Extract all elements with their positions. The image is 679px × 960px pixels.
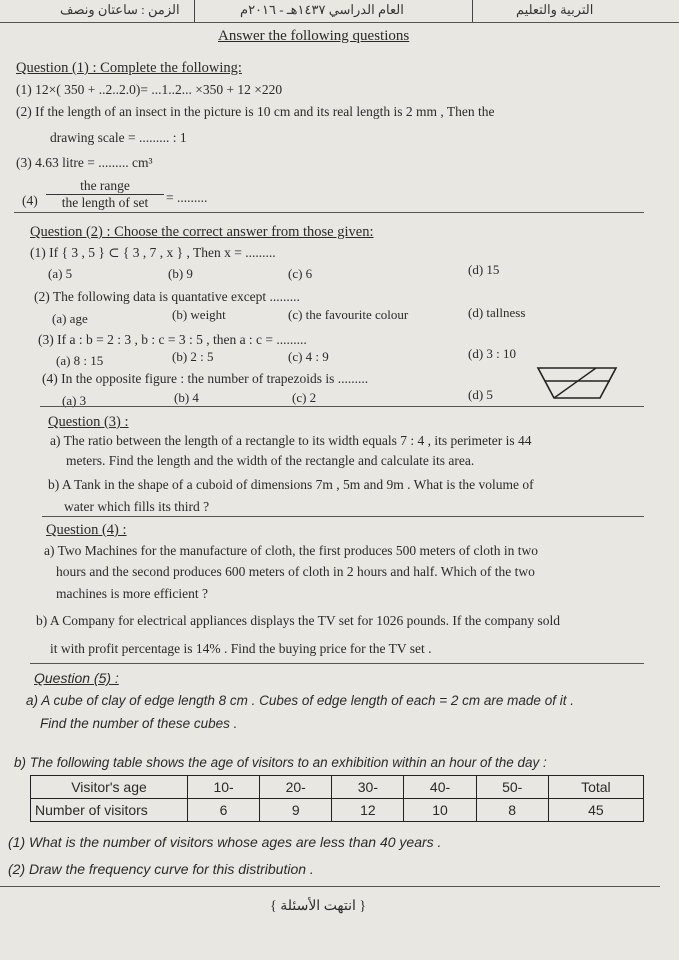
table-cell: 10-	[188, 776, 260, 799]
q1-item2-line1: If the length of an insect in the picture is 10 cm and its real length is 2 mm , Then the	[35, 104, 495, 119]
q4-a-line3: machines is more efficient ?	[56, 586, 208, 601]
q1-item3-number: (3)	[16, 155, 32, 170]
q2-item1-option-a: (a) 5	[48, 266, 73, 281]
q3-b-line1: b) A Tank in the shape of a cuboid of dimensions 7m , 5m and 9m . What is the volume of	[48, 477, 534, 492]
q1-item2-line2: drawing scale = ......... : 1	[50, 130, 187, 145]
q3-rule	[42, 516, 644, 517]
q1-item2	[16, 104, 495, 120]
q5-a-line1: a) A cube of clay of edge length 8 cm . Cubes of edge length of each = 2 cm are made of it .	[26, 693, 574, 708]
q2-item4-option-c: (c) 2	[292, 390, 317, 405]
q2-item2-option-a: (a) age	[52, 311, 88, 326]
table-cell: 10	[404, 799, 476, 822]
table-cell: 50-	[476, 776, 548, 799]
q2-item3-option-a: (a) 8 : 15	[56, 353, 104, 368]
q4-a-line1: a) Two Machines for the manufacture of cloth, the first produces 500 meters of cloth in two	[44, 543, 539, 558]
q4-heading: Question (4) :	[46, 522, 127, 538]
q2-item2-option-d: (d) tallness	[468, 305, 526, 320]
q2-item3-option-b: (b) 2 : 5	[172, 349, 214, 364]
q2-item4-stem: (4) In the opposite figure : the number of trapezoids is .........	[42, 371, 369, 386]
header-ministry: التربية والتعليم	[516, 2, 594, 17]
q1-item3-text: 4.63 litre = ......... cm³	[35, 155, 153, 170]
header-rule	[0, 22, 679, 23]
q4-rule	[30, 663, 644, 664]
q1-item4-numerator: the range	[80, 178, 130, 193]
q1-item4-number: (4)	[22, 193, 38, 208]
q2-item2-stem: (2) The following data is quantative except .........	[34, 289, 300, 304]
visitors-age-table	[30, 775, 644, 822]
table-row	[31, 799, 644, 822]
q3-heading: Question (3) :	[48, 414, 129, 430]
q4-a-line2: hours and the second produces 600 meters of cloth in 2 hours and half. Which of the two	[56, 564, 535, 579]
table-cell: 30-	[332, 776, 404, 799]
table-cell: 6	[188, 799, 260, 822]
table-cell: 9	[260, 799, 332, 822]
q1-item1-number: (1)	[16, 82, 32, 97]
q2-item3-option-d: (d) 3 : 10	[468, 346, 517, 361]
q1-rule	[14, 212, 644, 213]
page-title: Answer the following questions	[218, 28, 410, 44]
end-of-questions: { انتهت الأسئلة }	[270, 899, 367, 914]
q5-rule	[0, 886, 660, 887]
q4-b-line2: it with profit percentage is 14% . Find the buying price for the TV set .	[50, 641, 432, 656]
trapezoid-figure	[536, 364, 620, 402]
q5-a-line2: Find the number of these cubes .	[40, 716, 238, 731]
q1-item2-number: (2)	[16, 104, 32, 119]
q3-a-line1: a) The ratio between the length of a rectangle to its width equals 7 : 4 , its perimeter is 44	[50, 433, 532, 448]
q5-sub1: (1) What is the number of visitors whose ages are less than 40 years .	[8, 834, 442, 850]
table-cell: 8	[476, 799, 548, 822]
q3-a-line2: meters. Find the length and the width of the rectangle and calculate its area.	[66, 453, 475, 468]
q2-item3-option-c: (c) 4 : 9	[288, 349, 329, 364]
header-divider-right	[472, 0, 473, 22]
q2-item4-option-d: (d) 5	[468, 387, 493, 402]
table-header-visitors: Number of visitors	[31, 799, 188, 822]
q2-item4-option-b: (b) 4	[174, 390, 199, 405]
header-time: الزمن : ساعتان ونصف	[60, 2, 180, 17]
trapezoid-outline	[538, 368, 616, 398]
q2-rule	[40, 406, 644, 407]
table-cell-total: 45	[548, 799, 643, 822]
table-cell-total-label: Total	[548, 776, 643, 799]
q2-item1-option-b: (b) 9	[168, 266, 193, 281]
q1-item3	[16, 155, 153, 171]
q2-item2-option-b: (b) weight	[172, 307, 226, 322]
q5-sub2: (2) Draw the frequency curve for this distribution .	[8, 861, 314, 877]
header-divider-left	[194, 0, 195, 22]
q2-item3-stem: (3) If a : b = 2 : 3 , b : c = 3 : 5 , then a : c = .........	[38, 332, 307, 347]
table-cell: 40-	[404, 776, 476, 799]
trapezoid-diagonal	[554, 368, 596, 398]
header-year: العام الدراسي ١٤٣٧هـ - ٢٠١٦م	[240, 2, 404, 17]
q4-b-line1: b) A Company for electrical appliances displays the TV set for 1026 pounds. If the company sold	[36, 613, 561, 628]
q2-item1-option-d: (d) 15	[468, 262, 500, 277]
table-cell: 12	[332, 799, 404, 822]
q1-item1	[16, 82, 282, 98]
q2-heading: Question (2) : Choose the correct answer from those given:	[30, 224, 374, 240]
q2-item2-option-c: (c) the favourite colour	[288, 307, 409, 322]
q5-b-intro: b) The following table shows the age of visitors to an exhibition within an hour of the day :	[14, 755, 547, 770]
q1-item1-text: 12×( 350 + ..2..2.0)= ...1..2... ×350 + 12 ×220	[35, 82, 283, 97]
q1-heading: Question (1) : Complete the following:	[16, 60, 242, 76]
q2-item4-option-a: (a) 3	[62, 393, 87, 408]
q1-item4-denominator: the length of set	[46, 194, 164, 211]
q3-b-line2: water which fills its third ?	[64, 499, 210, 514]
q2-item1-stem: (1) If { 3 , 5 } ⊂ { 3 , 7 , x } , Then x = .........	[30, 245, 276, 260]
table-header-age: Visitor's age	[31, 776, 188, 799]
q2-item1-option-c: (c) 6	[288, 266, 313, 281]
table-cell: 20-	[260, 776, 332, 799]
q1-item4-fraction	[46, 178, 164, 211]
table-row	[31, 776, 644, 799]
q5-heading: Question (5) :	[34, 670, 119, 686]
q1-item4-rest: = .........	[166, 190, 208, 205]
